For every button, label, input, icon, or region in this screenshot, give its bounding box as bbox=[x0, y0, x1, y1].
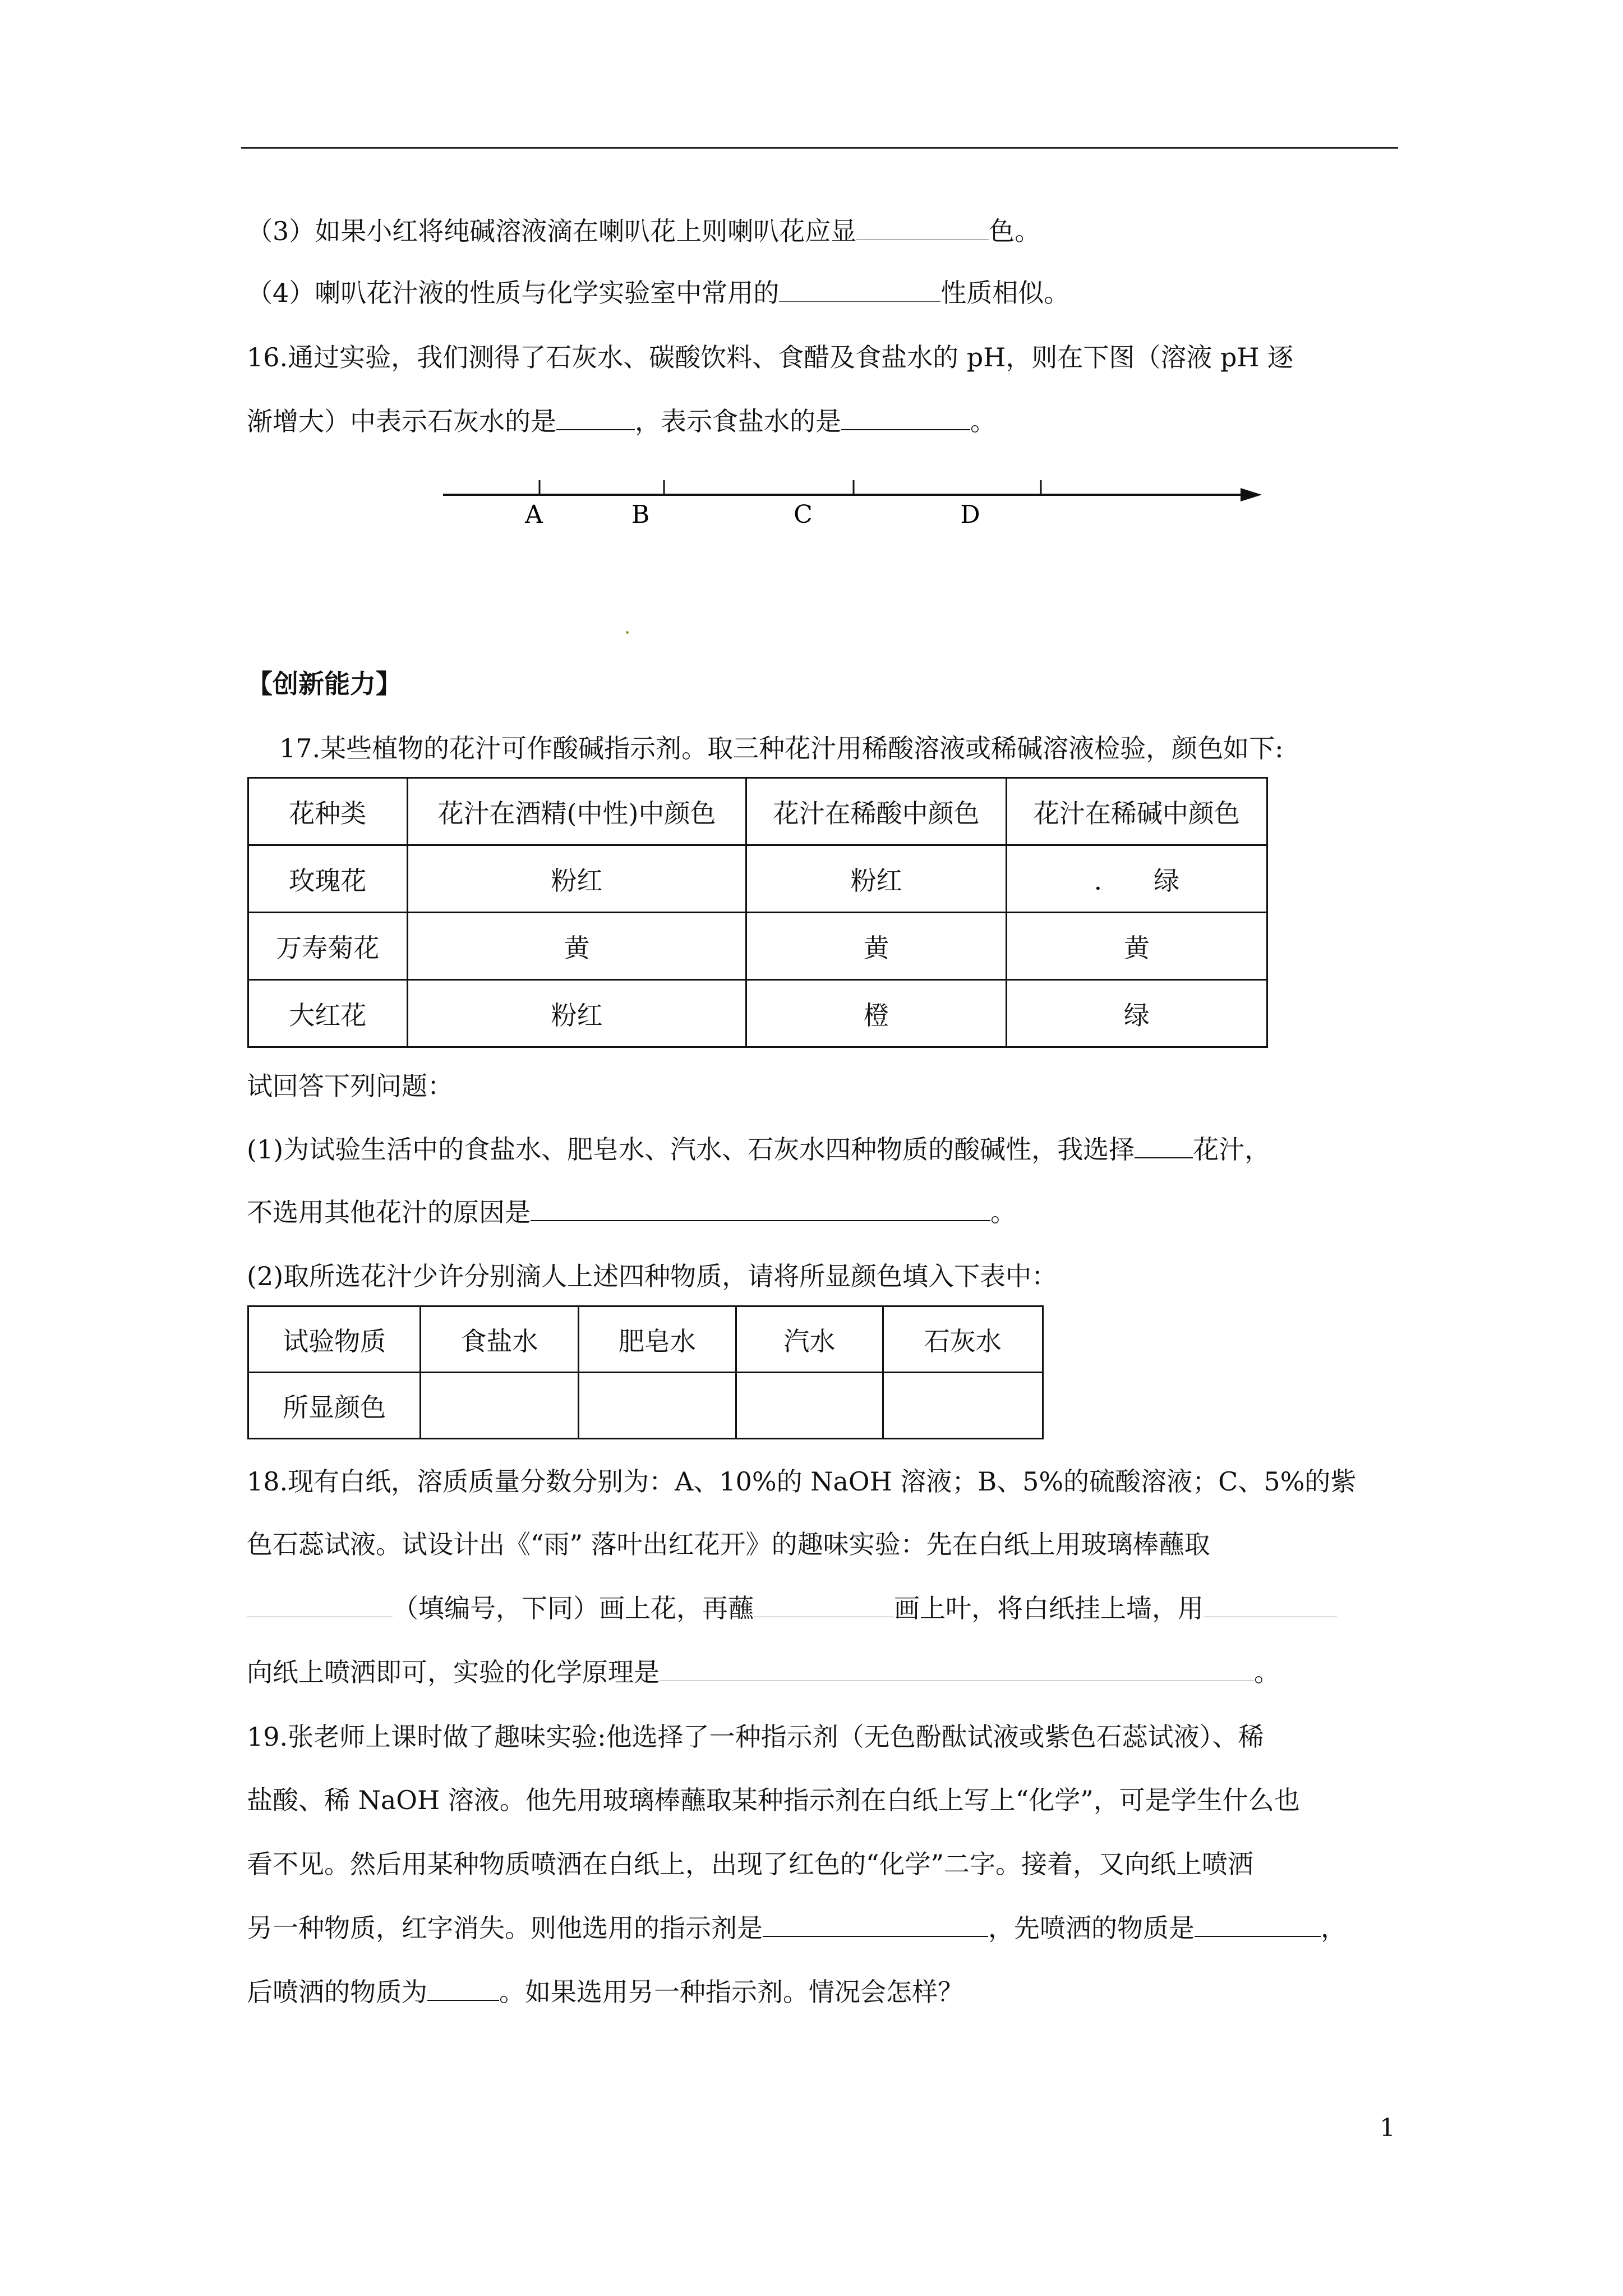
ph-label-a: A bbox=[525, 500, 543, 529]
q16-saltwater-blank[interactable] bbox=[841, 407, 970, 430]
q17-sub1-suffix: 花汁， bbox=[1193, 1134, 1271, 1165]
q16-line1: 16.通过实验，我们测得了石灰水、碳酸饮料、食醋及食盐水的 pH，则在下图（溶液 pH 逐 bbox=[247, 342, 1294, 372]
q18-line4-end: 。 bbox=[1254, 1657, 1280, 1687]
q15-part3 bbox=[247, 214, 1040, 249]
q17-sub2: (2)取所选花汁少许分别滴人上述四种物质，请将所显颜色填入下表中： bbox=[247, 1261, 1058, 1291]
q17-sub1-reason-text: 不选用其他花汁的原因是 bbox=[247, 1197, 531, 1227]
table-cell: 黄 bbox=[407, 913, 746, 980]
q16-line2 bbox=[247, 404, 996, 439]
q18-leaf-blank[interactable] bbox=[754, 1594, 894, 1617]
q15-part3-text: （3）如果小红将纯碱溶液滴在喇叭花上则喇叭花应显 bbox=[247, 216, 857, 246]
q17-reason-blank[interactable] bbox=[531, 1198, 990, 1221]
q19-line1: 19.张老师上课时做了趣味实验:他选择了一种指示剂（无色酚酞试液或紫色石蕊试液）、稀 bbox=[247, 1722, 1264, 1752]
table-row bbox=[248, 913, 1267, 980]
q17-prompt: 试回答下列问题： bbox=[247, 1071, 453, 1101]
q19-line2: 盐酸、稀 NaOH 溶液。他先用玻璃棒蘸取某种指示剂在白纸上写上“化学”，可是学生什么也 bbox=[247, 1785, 1300, 1815]
table-cell: 大红花 bbox=[248, 980, 408, 1047]
table-cell: 所显颜色 bbox=[248, 1373, 421, 1439]
q19-line3: 看不见。然后用某种物质喷洒在白纸上，出现了红色的“化学”二字。接着，又向纸上喷洒 bbox=[247, 1849, 1254, 1879]
table-cell: 橙 bbox=[746, 980, 1006, 1047]
color-answer-cell[interactable] bbox=[578, 1373, 736, 1439]
table-cell: 粉红 bbox=[407, 980, 746, 1047]
table-cell: 玫瑰花 bbox=[248, 845, 408, 913]
table-cell: 绿 bbox=[1006, 980, 1267, 1047]
stray-dot bbox=[626, 631, 629, 634]
q16-line2-mid: ，表示食盐水的是 bbox=[635, 406, 841, 436]
section-title: 【创新能力】 bbox=[247, 669, 402, 699]
table-header-cell: 汽水 bbox=[736, 1306, 883, 1373]
table-header-cell: 食盐水 bbox=[421, 1306, 578, 1373]
table-cell: 粉红 bbox=[407, 845, 746, 913]
ph-axis-diagram bbox=[437, 460, 1267, 533]
q18-line3 bbox=[247, 1591, 1337, 1626]
table-header-cell: 石灰水 bbox=[883, 1306, 1043, 1373]
q18-line1: 18.现有白纸，溶质质量分数分别为：A、10%的 NaOH 溶液；B、5%的硫酸溶液；C、5%的紫 bbox=[247, 1466, 1357, 1497]
q18-principle-blank[interactable] bbox=[660, 1658, 1254, 1681]
q19-second-spray-blank[interactable] bbox=[427, 1977, 499, 2001]
ph-label-c: C bbox=[794, 500, 813, 529]
q19-indicator-blank[interactable] bbox=[763, 1913, 988, 1937]
q19-line4-mid: ，先喷洒的物质是 bbox=[988, 1913, 1195, 1943]
q18-line3-mid: 画上叶，将白纸挂上墙，用 bbox=[894, 1593, 1204, 1623]
q18-line4-text: 向纸上喷洒即可，实验的化学原理是 bbox=[247, 1657, 660, 1687]
header-rule bbox=[241, 147, 1398, 149]
q19-line5 bbox=[247, 1975, 963, 2009]
q16-line2-end: 。 bbox=[970, 406, 996, 436]
table-header-cell: 试验物质 bbox=[248, 1306, 421, 1373]
table-cell: 黄 bbox=[746, 913, 1006, 980]
table-header-cell: 肥皂水 bbox=[578, 1306, 736, 1373]
table-header-row bbox=[248, 1306, 1043, 1373]
table-cell: 黄 bbox=[1006, 913, 1267, 980]
table-header-cell: 花汁在稀酸中颜色 bbox=[746, 778, 1006, 845]
q19-line4-text: 另一种物质，红字消失。则他选用的指示剂是 bbox=[247, 1913, 763, 1943]
q19-line5-end: 。如果选用另一种指示剂。情况会怎样？ bbox=[499, 1977, 963, 2007]
table-row bbox=[248, 845, 1267, 913]
q17-sub1-text: (1)为试验生活中的食盐水、肥皂水、汽水、石灰水四种物质的酸碱性，我选择 bbox=[247, 1134, 1135, 1165]
q16-line2-text: 渐增大）中表示石灰水的是 bbox=[247, 406, 556, 436]
table-header-cell: 花种类 bbox=[248, 778, 408, 845]
color-answer-cell[interactable] bbox=[421, 1373, 578, 1439]
q15-part4 bbox=[247, 275, 1069, 310]
table-cell: 粉红 bbox=[746, 845, 1006, 913]
q15-part4-suffix: 性质相似。 bbox=[940, 278, 1070, 308]
q18-spray-blank[interactable] bbox=[1204, 1594, 1337, 1617]
table-cell: . 绿 bbox=[1006, 845, 1267, 913]
q17-sub1-line2 bbox=[247, 1195, 1016, 1230]
q18-line3-text: （填编号，下同）画上花，再蘸 bbox=[393, 1593, 754, 1623]
flower-indicator-table bbox=[247, 777, 1268, 1048]
table-cell: 万寿菊花 bbox=[248, 913, 408, 980]
ph-label-b: B bbox=[631, 500, 650, 529]
table-row bbox=[248, 1373, 1043, 1439]
q18-line4 bbox=[247, 1655, 1280, 1690]
q18-line2: 色石蕊试液。试设计出《“雨” 落叶出红花开》的趣味实验：先在白纸上用玻璃棒蘸取 bbox=[247, 1529, 1210, 1559]
q19-line4-end: ， bbox=[1321, 1913, 1347, 1943]
ph-axis-arrow bbox=[1241, 488, 1262, 501]
q15-part4-blank[interactable] bbox=[779, 279, 940, 302]
table-header-cell: 花汁在稀碱中颜色 bbox=[1006, 778, 1267, 845]
table-row bbox=[248, 980, 1267, 1047]
table-header-row bbox=[248, 778, 1267, 845]
q16-limewater-blank[interactable] bbox=[556, 407, 635, 430]
color-answer-cell[interactable] bbox=[883, 1373, 1043, 1439]
q17-sub1-line1 bbox=[247, 1132, 1270, 1167]
q19-first-spray-blank[interactable] bbox=[1195, 1913, 1321, 1937]
q15-part3-blank[interactable] bbox=[856, 217, 989, 240]
color-answer-cell[interactable] bbox=[736, 1373, 883, 1439]
q17-sub1-end: 。 bbox=[990, 1197, 1016, 1227]
q15-part4-text: （4）喇叭花汁液的性质与化学实验室中常用的 bbox=[247, 278, 780, 308]
q18-flower-blank[interactable] bbox=[247, 1594, 393, 1617]
color-results-table bbox=[247, 1305, 1044, 1439]
q17-intro: 17.某些植物的花汁可作酸碱指示剂。取三种花汁用稀酸溶液或稀碱溶液检验，颜色如下: bbox=[279, 733, 1284, 763]
table-header-cell: 花汁在酒精(中性)中颜色 bbox=[407, 778, 746, 845]
q19-line4 bbox=[247, 1911, 1347, 1945]
q15-part3-suffix: 色。 bbox=[989, 216, 1041, 246]
page-number: 1 bbox=[1380, 2114, 1395, 2142]
ph-label-d: D bbox=[960, 500, 980, 529]
q19-line5-text: 后喷洒的物质为 bbox=[247, 1977, 427, 2007]
q17-flower-choice-blank[interactable] bbox=[1135, 1135, 1193, 1158]
